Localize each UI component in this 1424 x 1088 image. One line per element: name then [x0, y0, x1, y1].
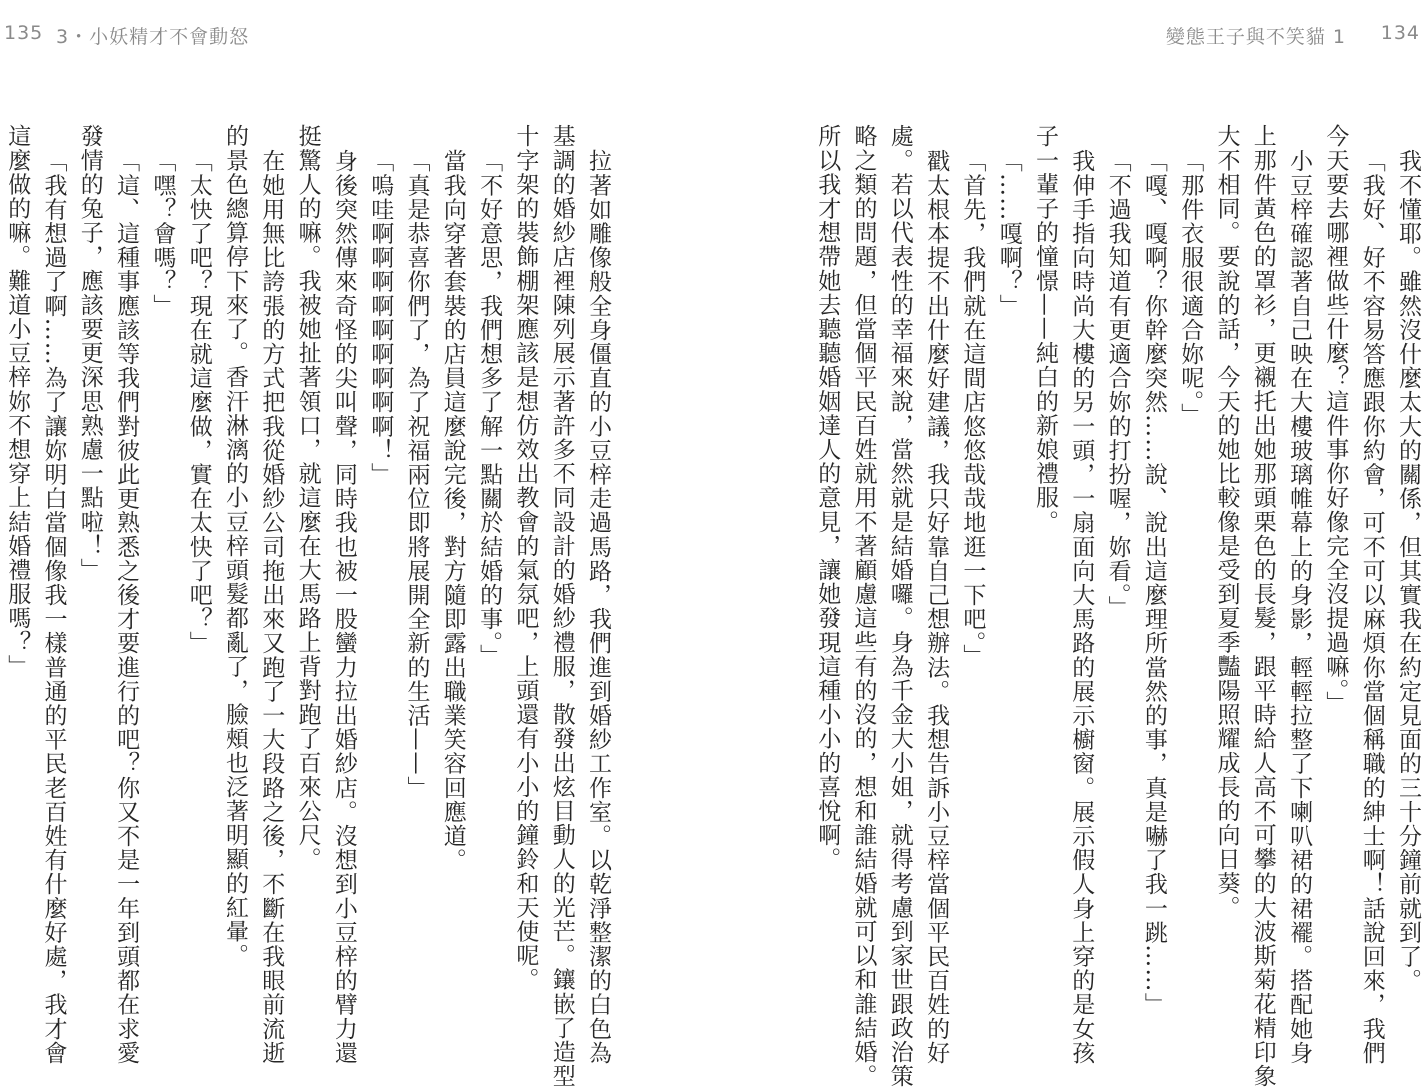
text-column: 所以我才想帶她去聽聽婚姻達人的意見，讓她發現這種小小的喜悅啊。 [814, 124, 841, 872]
text-column: 當我向穿著套裝的店員這麼說完後，對方隨即露出職業笑容回應道。 [439, 149, 466, 872]
text-column: 「那件衣服很適合妳呢。」 [1177, 149, 1204, 427]
text-column: 「太快了吧？現在就這麼做，實在太快了吧？」 [185, 149, 212, 656]
text-column: 的景色總算停下來了。香汗淋漓的小豆梓頭髮都亂了，臉頰也泛著明顯的紅暈。 [222, 124, 248, 968]
book-title: 變態王子與不笑貓 1 [1165, 26, 1346, 48]
text-column: 「我好、好不容易答應跟你約會，可不可以麻煩你當個稱職的紳士啊！話說回來，我們 [1358, 149, 1385, 1065]
text-column: 戳太根本提不出什麼好建議，我只好靠自己想辦法。我想告訴小豆梓當個平民百姓的好 [923, 149, 950, 1065]
text-column: 處。若以代表性的幸福來說，當然就是結婚囉。身為千金大小姐，就得考慮到家世跟政治策 [886, 124, 913, 1088]
text-column: 「真是恭喜你們了，為了祝福兩位即將展開全新的生活——」 [403, 149, 430, 800]
text-column: 我伸手指向時尚大樓的另一頭，一扇面向大馬路的展示櫥窗。展示假人身上穿的是女孩 [1068, 149, 1095, 1065]
text-column: 基調的婚紗店裡陳列展示著許多不同設計的婚紗禮服，散發出炫目動人的光芒。鑲嵌了造型 [548, 124, 575, 1088]
text-column: 「我有想過了啊……為了讓妳明白當個像我一樣普通的平民老百姓有什麼好處，我才會 [40, 149, 67, 1065]
text-column: 「嘎、嘎啊？你幹麼突然……說、說出這麼理所當然的事，真是嚇了我一跳……」 [1140, 149, 1167, 1017]
chapter-title: 3・小妖精才不會動怒 [56, 26, 250, 48]
text-column: 小豆梓確認著自己映在大樓玻璃帷幕上的身影，輕輕拉整了下喇叭裙的裙襬。搭配她身 [1286, 149, 1313, 1065]
text-column: 十字架的裝飾棚架應該是想仿效出教會的氣氛吧，上頭還有小小的鐘鈴和天使呢。 [512, 124, 539, 992]
text-column: 拉著如雕像般全身僵直的小豆梓走過馬路，我們進到婚紗工作室。以乾淨整潔的白色為 [585, 149, 611, 1065]
text-column: 在她用無比誇張的方式把我從婚紗公司拖出來又跑了一大段路之後，不斷在我眼前流逝 [258, 149, 285, 1065]
text-column: 子一輩子的憧憬——純白的新娘禮服。 [1032, 124, 1058, 534]
text-column: 挺驚人的嘛。我被她扯著領口，就這麼在大馬路上背對跑了百來公尺。 [294, 124, 321, 872]
text-column: 發情的兔子，應該要更深思熟慮一點啦！」 [76, 124, 103, 582]
text-column: 我不懂耶。雖然沒什麼太大的關係，但其實我在約定見面的三十分鐘前就到了。 [1395, 149, 1421, 993]
text-column: 身後突然傳來奇怪的尖叫聲，同時我也被一股蠻力拉出婚紗店。沒想到小豆梓的臂力還 [330, 149, 357, 1065]
text-column: 「……嘎啊？」 [995, 149, 1022, 318]
text-column: 上那件黃色的罩衫，更襯托出她那頭栗色的長髮，跟平時給人高不可攀的大波斯菊花精印象 [1249, 124, 1276, 1088]
text-column: 今天要去哪裡做些什麼？這件事你好像完全沒提過嘛。」 [1322, 124, 1349, 715]
page-number-left: 135 [4, 22, 44, 44]
text-column: 略之類的問題，但當個平民百姓就用不著顧慮這些有的沒的，想和誰結婚就可以和誰結婚。 [850, 124, 877, 1088]
right-page [712, 0, 1424, 1088]
text-column: 這麼做的嘛。難道小豆梓妳不想穿上結婚禮服嗎？」 [4, 124, 31, 679]
text-column: 「不過我知道有更適合妳的打扮喔，妳看。」 [1104, 149, 1131, 620]
text-column: 「嘿？會嗎？」 [149, 149, 176, 318]
text-column: 「首先，我們就在這間店悠悠哉哉地逛一下吧。」 [959, 149, 986, 668]
text-column: 大不相同。要說的話，今天的她比較像是受到夏季豔陽照耀成長的向日葵。 [1213, 124, 1240, 920]
page-number-right: 134 [1380, 22, 1420, 44]
text-column: 「這、這種事應該等我們對彼此更熟悉之後才要進行的吧？你又不是一年到頭都在求愛 [113, 149, 140, 1065]
text-column: 「嗚哇啊啊啊啊啊啊啊啊啊！」 [367, 149, 394, 487]
text-column: 「不好意思，我們想多了解一點關於結婚的事。」 [476, 149, 503, 668]
